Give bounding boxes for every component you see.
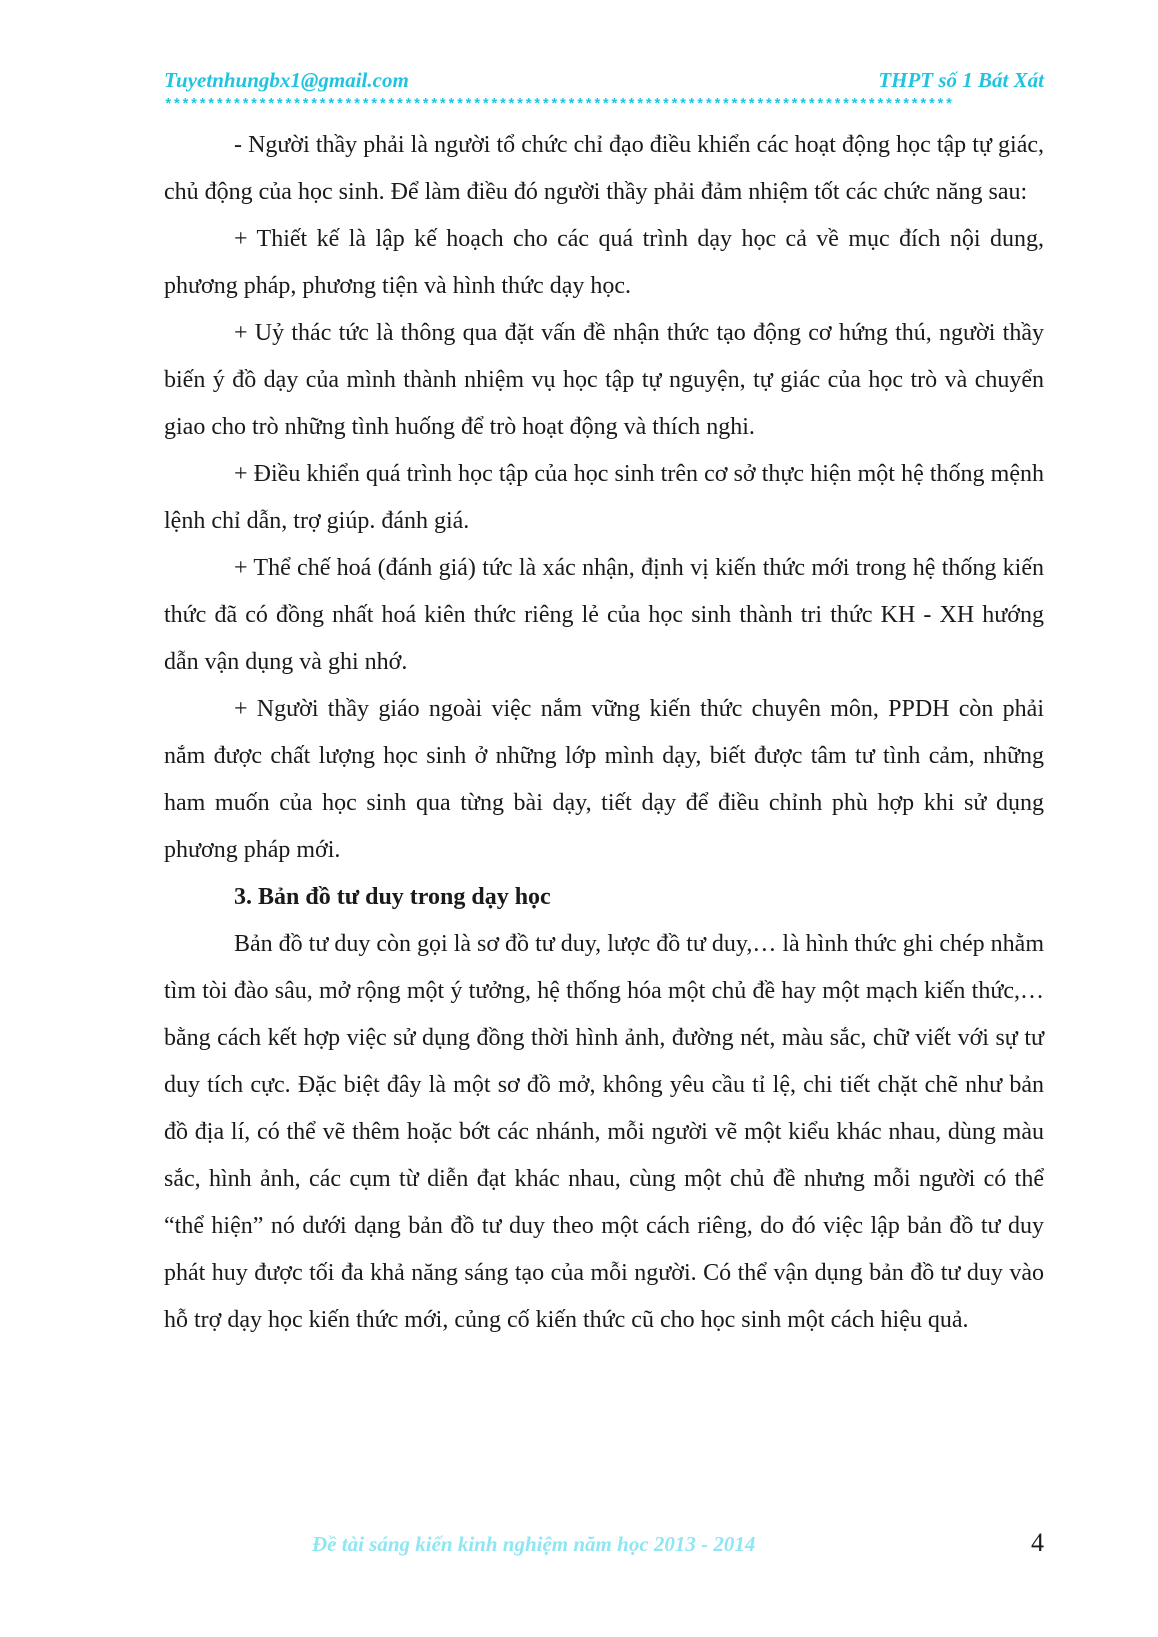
section-heading: 3. Bản đồ tư duy trong dạy học xyxy=(234,884,551,910)
paragraph-entrust: + Uỷ thác tức là thông qua đặt vấn đề nhận thức tạo động cơ hứng thú, người thầy biến ý đồ dạy của mình thành nhiệm vụ học tập tự nguyện, tự giác của học trò và chuyển giao cho trò những tình huống để trò hoạt động và thích nghi. xyxy=(164,320,1044,440)
header-school: THPT số 1 Bát Xát xyxy=(878,68,1044,92)
page-header xyxy=(164,68,1044,98)
paragraph-teacher-knowledge: + Người thầy giáo ngoài việc nắm vững kiến thức chuyên môn, PPDH còn phải nắm được chất lượng học sinh ở những lớp mình dạy, biết được tâm tư tình cảm, những ham muốn của học sinh qua từng bài dạy, tiết dạy để điều chỉnh phù hợp khi sử dụng phương pháp mới. xyxy=(164,696,1044,863)
header-separator: ******************************************************************************************** xyxy=(164,98,954,114)
page-footer xyxy=(164,1528,1044,1568)
paragraph-teacher-role: - Người thầy phải là người tổ chức chỉ đạo điều khiển các hoạt động học tập tự giác, chủ động của học sinh. Để làm điều đó người thầy phải đảm nhiệm tốt các chức năng sau: xyxy=(164,132,1044,205)
paragraph-design: + Thiết kế là lập kế hoạch cho các quá trình dạy học cả về mục đích nội dung, phương pháp, phương tiện và hình thức dạy học. xyxy=(164,226,1044,299)
paragraph-institutionalize: + Thể chế hoá (đánh giá) tức là xác nhận, định vị kiến thức mới trong hệ thống kiến thức đã có đồng nhất hoá kiên thức riêng lẻ của học sinh thành tri thức KH - XH hướng dẫn vận dụng và ghi nhớ. xyxy=(164,555,1044,675)
footer-title: Đề tài sáng kiến kinh nghiệm năm học 2013 - 2014 xyxy=(312,1532,756,1556)
header-email: Tuyetnhungbx1@gmail.com xyxy=(164,68,409,92)
paragraph-control: + Điều khiển quá trình học tập của học sinh trên cơ sở thực hiện một hệ thống mệnh lệnh chỉ dẫn, trợ giúp. đánh giá. xyxy=(164,461,1044,534)
document-body xyxy=(164,122,1044,1344)
page-number: 4 xyxy=(1031,1528,1044,1557)
paragraph-mind-map: Bản đồ tư duy còn gọi là sơ đồ tư duy, lược đồ tư duy,… là hình thức ghi chép nhằm tìm tòi đào sâu, mở rộng một ý tưởng, hệ thống hóa một chủ đề hay một mạch kiến thức,… bằng cách kết hợp việc sử dụng đồng thời hình ảnh, đường nét, màu sắc, chữ viết với sự tư duy tích cực. Đặc biệt đây là một sơ đồ mở, không yêu cầu tỉ lệ, chi tiết chặt chẽ như bản đồ địa lí, có thể vẽ thêm hoặc bớt các nhánh, mỗi người vẽ một kiểu khác nhau, dùng màu sắc, hình ảnh, các cụm từ diễn đạt khác nhau, cùng một chủ đề nhưng mỗi người có thể “thể hiện” nó dưới dạng bản đồ tư duy theo một cách riêng, do đó việc lập bản đồ tư duy phát huy được tối đa khả năng sáng tạo của mỗi người. Có thể vận dụng bản đồ tư duy vào hỗ trợ dạy học kiến thức mới, củng cố kiến thức cũ cho học sinh một cách hiệu quả. xyxy=(164,931,1044,1333)
